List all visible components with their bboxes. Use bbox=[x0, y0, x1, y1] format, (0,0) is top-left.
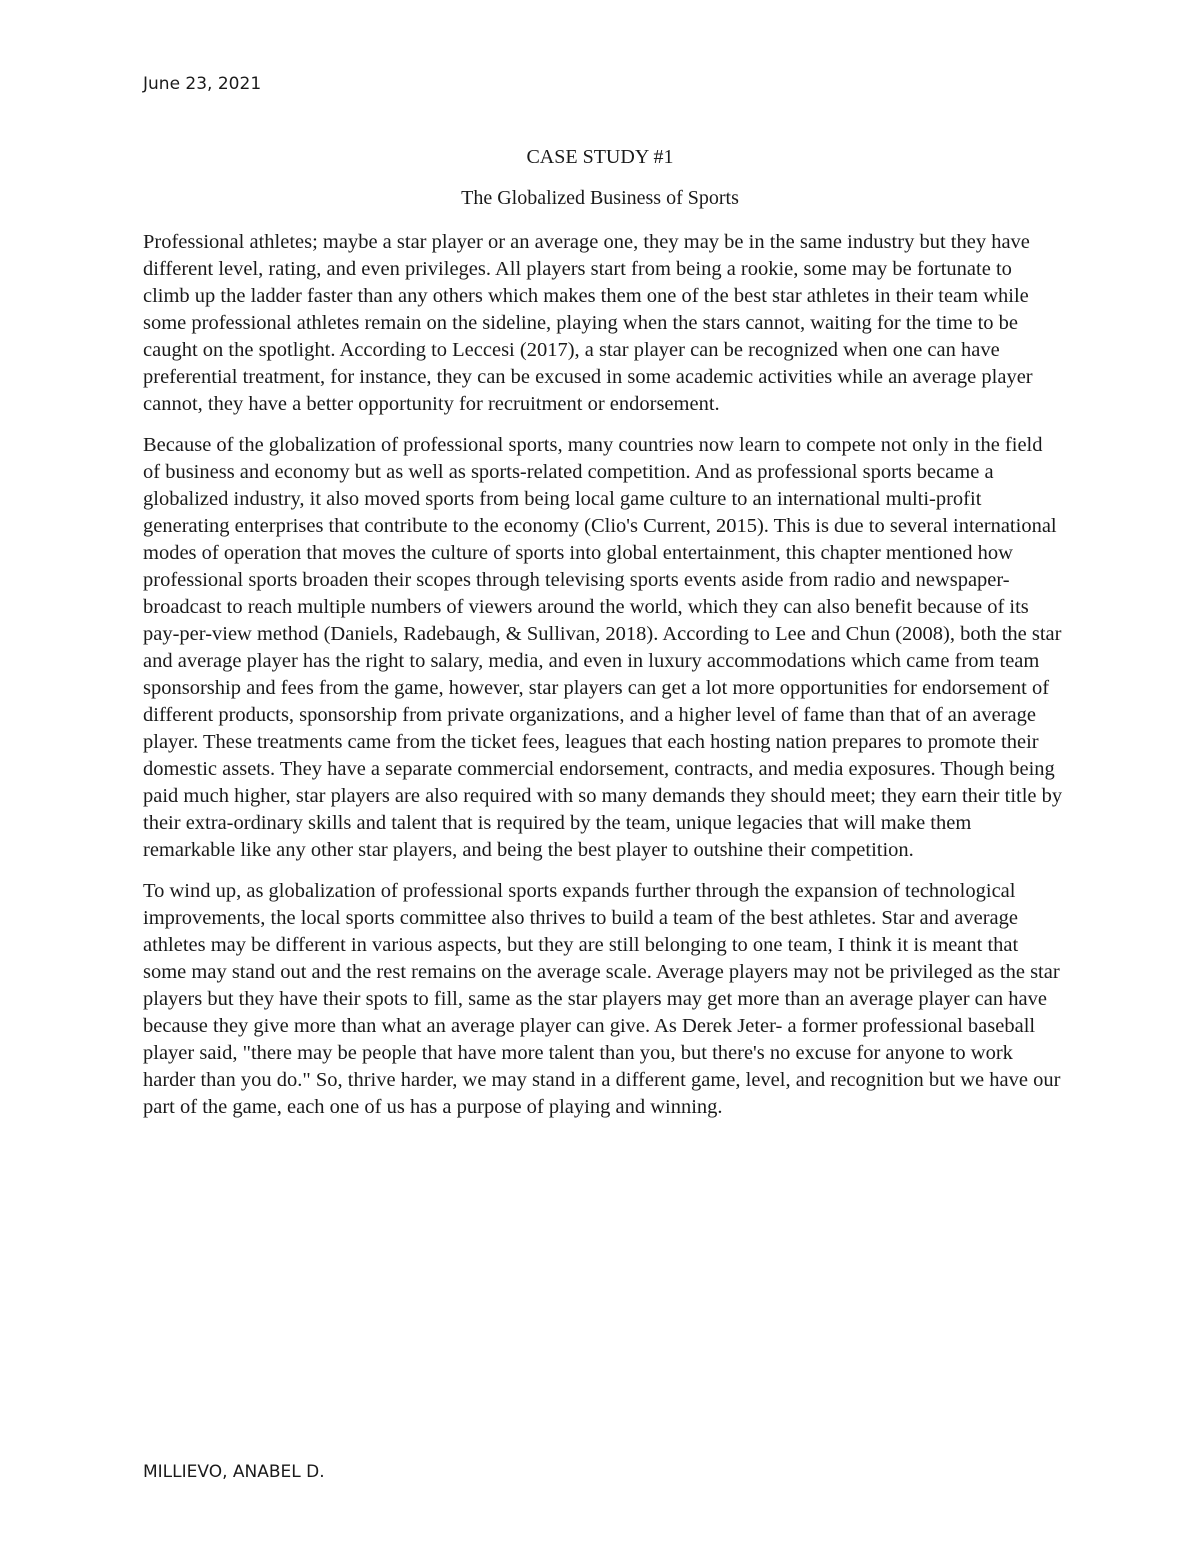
document-date: June 23, 2021 bbox=[143, 74, 262, 94]
author-name: MILLIEVO, ANABEL D. bbox=[143, 1462, 325, 1482]
document-subtitle: The Globalized Business of Sports bbox=[461, 187, 739, 209]
document-body bbox=[143, 229, 1063, 1135]
body-paragraph-1: Professional athletes; maybe a star player or an average one, they may be in the same industry but they have different level, rating, and even privileges. All players start from being a rookie, some may be fortunate to climb up the ladder faster than any others which makes them one of the best star athletes in their team while some professional athletes remain on the sideline, playing when the stars cannot, waiting for the time to be caught on the spotlight. According to Leccesi (2017), a star player can be recognized when one can have preferential treatment, for instance, they can be excused in some academic activities while an average player cannot, they have a better opportunity for recruitment or endorsement. bbox=[143, 231, 1033, 415]
body-paragraph-2: Because of the globalization of professional sports, many countries now learn to compete not only in the field of business and economy but as well as sports-related competition. And as professional sports became a globalized industry, it also moved sports from being local game culture to an international multi-profit generating enterprises that contribute to the economy (Clio's Current, 2015). This is due to several international modes of operation that moves the culture of sports into global entertainment, this chapter mentioned how professional sports broaden their scopes through televising sports events aside from radio and newspaper-broadcast to reach multiple numbers of viewers around the world, which they can also benefit because of its pay-per-view method (Daniels, Radebaugh, & Sullivan, 2018). According to Lee and Chun (2008), both the star and average player has the right to salary, media, and even in luxury accommodations which came from team sponsorship and fees from the game, however, star players can get a lot more opportunities for endorsement of different products, sponsorship from private organizations, and a higher level of fame than that of an average player. These treatments came from the ticket fees, leagues that each hosting nation prepares to promote their domestic assets. They have a separate commercial endorsement, contracts, and media exposures. Though being paid much higher, star players are also required with so many demands they should meet; they earn their title by their extra-ordinary skills and talent that is required by the team, unique legacies that will make them remarkable like any other star players, and being the best player to outshine their competition. bbox=[143, 434, 1063, 861]
document-title: CASE STUDY #1 bbox=[526, 146, 674, 168]
body-paragraph-3: To wind up, as globalization of professional sports expands further through the expansion of technological improvements, the local sports committee also thrives to build a team of the best athletes. Star and average athletes may be different in various aspects, but they are still belonging to one team, I think it is meant that some may stand out and the rest remains on the average scale. Average players may not be privileged as the star players but they have their spots to fill, same as the star players may get more than an average player can have because they give more than what an average player can give. As Derek Jeter- a former professional baseball player said, "there may be people that have more talent than you, but there's no excuse for anyone to work harder than you do." So, thrive harder, we may stand in a different game, level, and recognition but we have our part of the game, each one of us has a purpose of playing and winning. bbox=[143, 880, 1061, 1118]
